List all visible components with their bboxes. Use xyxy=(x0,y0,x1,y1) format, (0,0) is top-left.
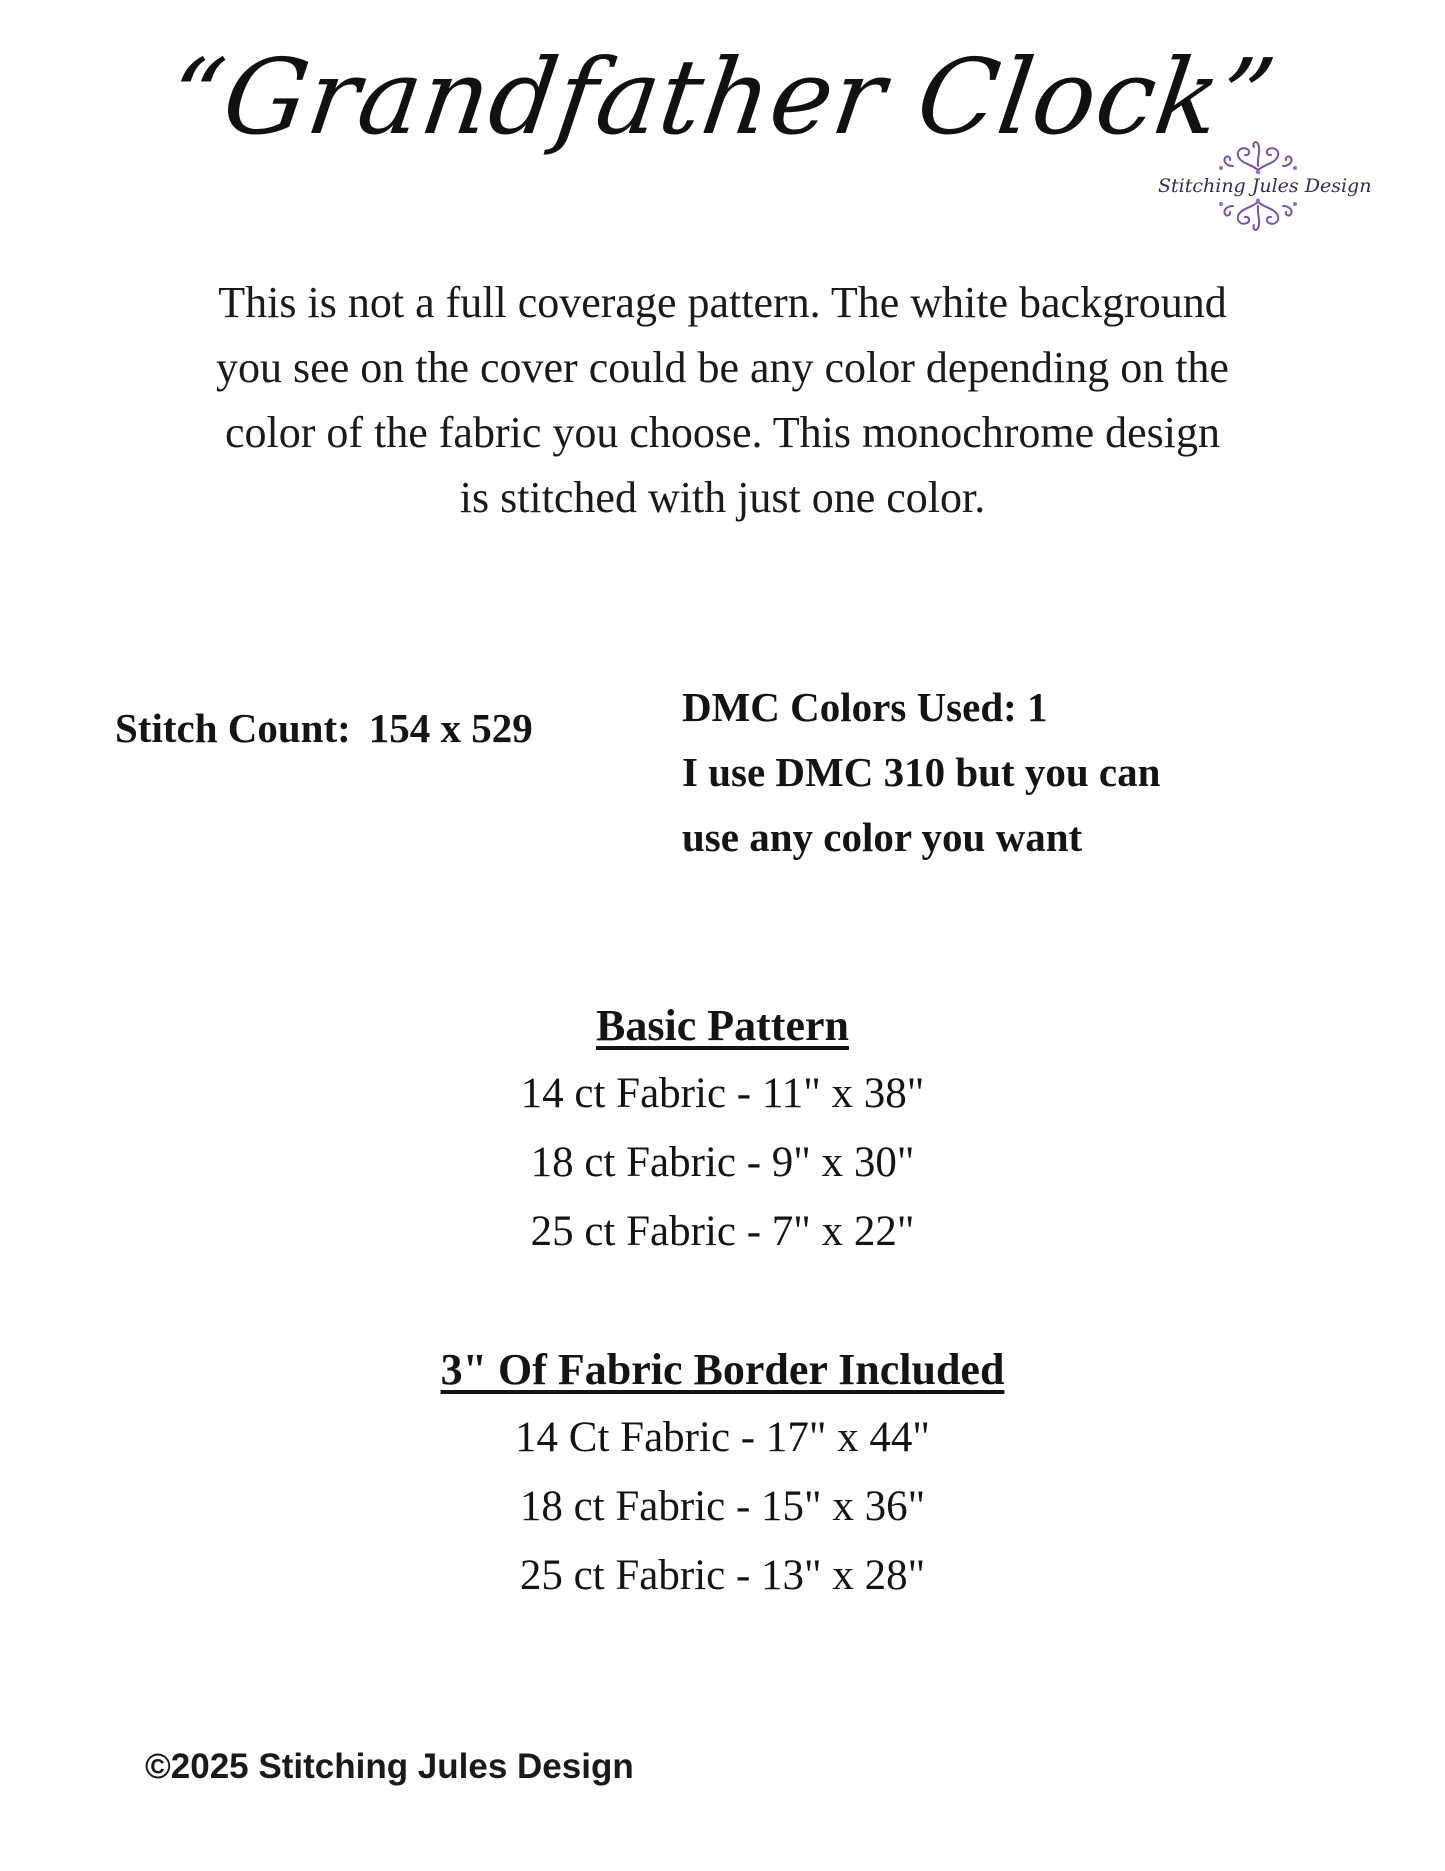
dmc-line: I use DMC 310 but you can xyxy=(682,749,1161,795)
border-pattern-heading: 3" Of Fabric Border Included xyxy=(440,1345,1005,1394)
fabric-size-line: 18 ct Fabric - 9" x 30" xyxy=(530,1139,915,1186)
page-title: “Grandfather Clock” xyxy=(161,36,1284,158)
swirl-flourish-icon xyxy=(1213,140,1303,174)
stitch-count-label: Stitch Count: xyxy=(115,705,351,751)
intro-paragraph xyxy=(140,270,1305,530)
fabric-size-line: 25 ct Fabric - 7" x 22" xyxy=(530,1208,915,1255)
fabric-size-line: 14 Ct Fabric - 17" x 44" xyxy=(515,1414,930,1461)
intro-line: is stitched with just one color. xyxy=(459,473,986,522)
dmc-line: DMC Colors Used: 1 xyxy=(682,684,1048,730)
basic-pattern-heading: Basic Pattern xyxy=(596,1001,849,1050)
intro-line: you see on the cover could be any color depending on the xyxy=(216,343,1229,392)
stitch-count xyxy=(115,700,533,756)
fabric-size-line: 14 ct Fabric - 11" x 38" xyxy=(520,1070,925,1117)
basic-pattern-section xyxy=(0,993,1445,1266)
brand-logo-text: Stitching Jules Design xyxy=(1158,175,1372,197)
border-pattern-section xyxy=(0,1337,1445,1610)
intro-line: This is not a full coverage pattern. The white background xyxy=(218,278,1227,327)
swirl-flourish-icon xyxy=(1213,198,1303,232)
fabric-size-line: 25 ct Fabric - 13" x 28" xyxy=(519,1552,926,1599)
stitch-count-value: 154 x 529 xyxy=(368,705,533,751)
fabric-size-line: 18 ct Fabric - 15" x 36" xyxy=(519,1483,926,1530)
brand-logo xyxy=(1158,140,1372,250)
dmc-colors-info xyxy=(682,675,1160,870)
copyright-notice: ©2025 Stitching Jules Design xyxy=(145,1747,634,1786)
dmc-line: use any color you want xyxy=(682,814,1083,860)
intro-line: color of the fabric you choose. This monochrome design xyxy=(224,408,1221,457)
